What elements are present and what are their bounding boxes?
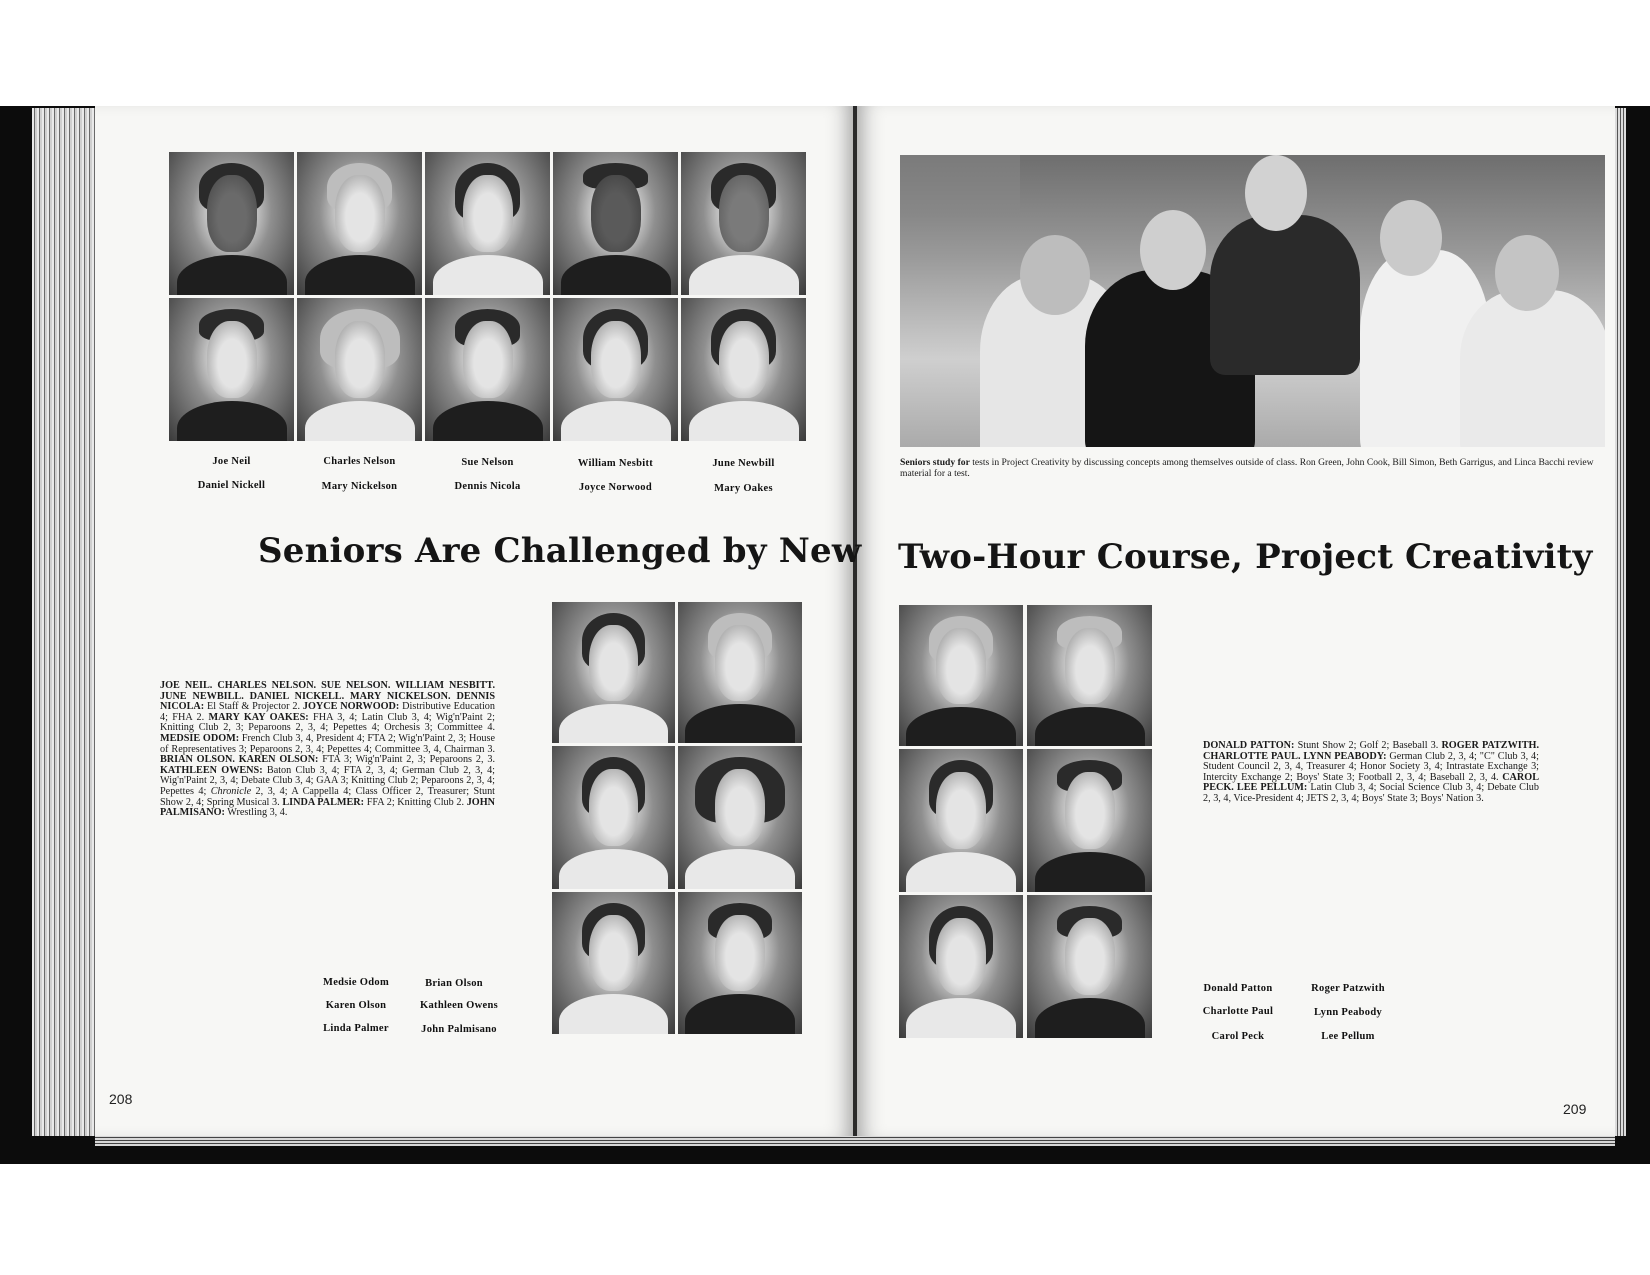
portrait	[169, 298, 294, 441]
portrait-name: June Newbill	[712, 458, 775, 469]
portrait-name: Carol Peck	[1211, 1031, 1265, 1042]
portrait-name: Mary Nickelson	[321, 481, 398, 492]
portrait-name: Kathleen Owens	[420, 1000, 498, 1011]
group-study-photo	[900, 155, 1605, 447]
portrait	[425, 152, 550, 295]
portrait-name: Sue Nelson	[461, 457, 514, 468]
portrait-name: Daniel Nickell	[197, 480, 266, 491]
portrait-name: Linda Palmer	[323, 1023, 389, 1034]
portrait	[1027, 605, 1152, 746]
left-page-edges	[32, 108, 96, 1136]
portrait-name: Joyce Norwood	[578, 482, 652, 493]
portrait	[297, 152, 422, 295]
book-gutter	[853, 106, 857, 1136]
portrait	[553, 298, 678, 441]
portrait-name: Lee Pellum	[1321, 1031, 1375, 1042]
portrait-name: Medsie Odom	[322, 977, 389, 988]
portrait-name: Brian Olson	[425, 978, 483, 989]
portrait	[678, 892, 802, 1034]
portrait	[552, 746, 675, 889]
bottom-page-edges	[95, 1136, 1615, 1146]
portrait-name: Donald Patton	[1203, 983, 1273, 994]
page-number-right: 209	[1563, 1101, 1587, 1117]
portrait	[899, 605, 1023, 746]
portrait	[681, 152, 806, 295]
portrait-name: Karen Olson	[325, 1000, 387, 1011]
portrait	[1027, 895, 1152, 1038]
portrait	[553, 152, 678, 295]
portrait-name: Mary Oakes	[714, 483, 773, 494]
right-bio-text: DONALD PATTON: Stunt Show 2; Golf 2; Baseball 3. ROGER PATZWITH. CHARLOTTE PAUL. LYNN PEABODY: German Club 2, 3, 4; "C" Club 3, 4; Student Council 2, 3, 4, Treasurer 4; Honor Society 3, 4; Intrastate Exchange 3; Intercity Exchange 2; Boys' State 3; Football 2, 3, 4; Baseball 2, 3, 4. CAROL PECK. LEE PELLUM: Latin Club 3, 4; Social Science Club 3, 4; Debate Club 2, 3, 4, Vice-President 4; JETS 2, 3, 4; Boys' State 3; Boys' Nation 3.	[1203, 740, 1540, 804]
portrait-name: John Palmisano	[421, 1024, 497, 1035]
portrait	[678, 602, 802, 743]
portrait	[552, 892, 675, 1034]
portrait-name: Roger Patzwith	[1311, 983, 1385, 994]
left-bio-text: JOE NEIL. CHARLES NELSON. SUE NELSON. WILLIAM NESBITT. JUNE NEWBILL. DANIEL NICKELL. MARY NICKELSON. DENNIS NICOLA: El Staff & Projector 2. JOYCE NORWOOD: Distributive Education 4; FHA 2. MARY KAY OAKES: FHA 3, 4; Latin Club 3, 4; Wig'n'Paint 2; Knitting Club 2, 3; Peparoons 2, 3, 4; Pepettes 4; Orchesis 3; Committee 4. MEDSIE ODOM: French Club 3, 4, President 4; FTA 2; Wig'n'Paint 2, 3; House of Representatives 3; Peparoons 2, 3, 4; Pepettes 4; Committee 3, 4, Chairman 3. BRIAN OLSON. KAREN OLSON: FTA 3; Wig'n'Paint 2, 3; Peparoons 2, 3. KATHLEEN OWENS: Baton Club 3, 4; FTA 2, 3, 4; German Club 2, 3, 4; Wig'n'Paint 2, 3, 4; Debate Club 3, 4; GAA 3; Knitting Club 2; Peparoons 2, 3, 4; Pepettes 4; Chronicle 2, 3, 4; A Cappella 4; Class Officer 2, Treasurer; Stunt Show 2, 4; Spring Musical 3. LINDA PALMER: FFA 2; Knitting Club 2. JOHN PALMISANO: Wrestling 3, 4.	[160, 680, 496, 819]
portrait	[899, 895, 1023, 1038]
left-page-headline: Seniors Are Challenged by New	[258, 531, 862, 571]
portrait	[899, 749, 1023, 892]
portrait-name: Charles Nelson	[323, 456, 396, 467]
portrait	[297, 298, 422, 441]
portrait	[552, 602, 675, 743]
portrait-name: Charlotte Paul	[1202, 1006, 1274, 1017]
portrait-name: William Nesbitt	[577, 458, 654, 469]
portrait	[678, 746, 802, 889]
portrait-name: Lynn Peabody	[1313, 1007, 1383, 1018]
page-number-left: 208	[109, 1091, 133, 1107]
right-page-headline: Two-Hour Course, Project Creativity	[898, 537, 1593, 577]
portrait	[169, 152, 294, 295]
portrait-name: Dennis Nicola	[454, 481, 521, 492]
portrait	[425, 298, 550, 441]
portrait-name: Joe Neil	[212, 456, 251, 467]
group-photo-caption: Seniors study for tests in Project Creativity by discussing concepts among themselves outside of class. Ron Green, John Cook, Bill Simon, Beth Garrigus, and Linca Bacchi review material for a test.	[900, 457, 1594, 479]
portrait	[681, 298, 806, 441]
portrait	[1027, 749, 1152, 892]
